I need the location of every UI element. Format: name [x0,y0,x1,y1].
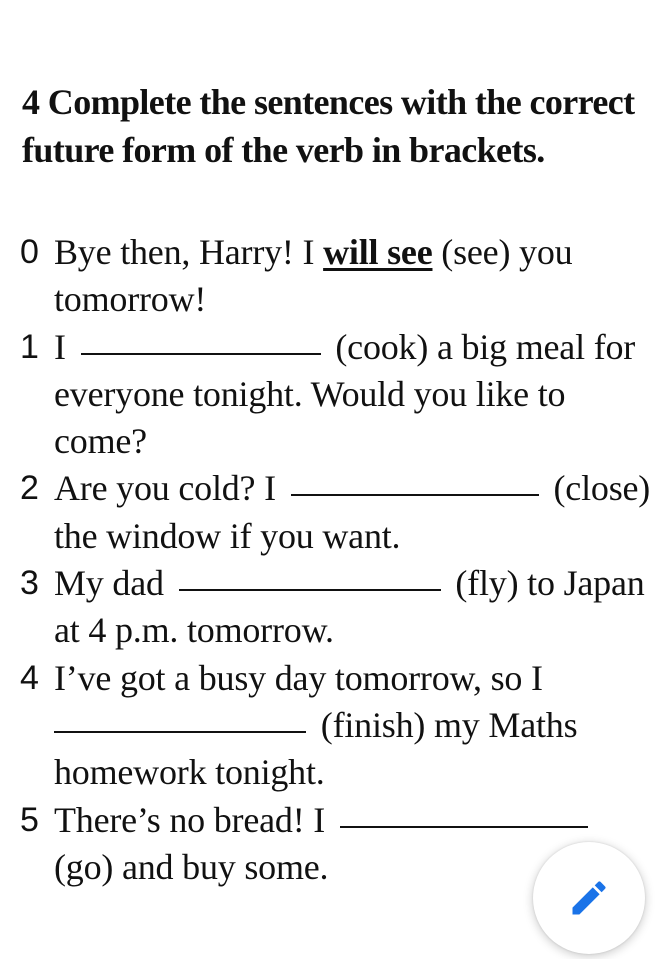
answer-blank[interactable] [54,731,306,733]
sentence-number: 5 [20,800,39,839]
sentence-text-before: My dad [54,563,173,604]
edit-button[interactable] [533,842,645,954]
example-answer: will see [323,232,433,272]
exercise-list [20,229,660,891]
sentence-number: 2 [20,469,39,508]
sentence-number: 3 [20,564,39,603]
answer-blank[interactable] [81,353,321,355]
sentence-text-before: I [54,326,75,367]
sentence-1 [20,324,660,466]
sentence-text-after: (go) and buy some. [54,846,329,887]
sentence-number: 1 [20,327,39,366]
sentence-text-before: Are you cold? I [54,468,285,509]
sentence-text-after: (cook) a big meal for everyone tonight. Would you like to come? [54,326,636,462]
pencil-icon [567,876,611,920]
answer-blank[interactable] [179,589,441,591]
sentence-text-after: (fly) to Japan at 4 p.m. tomorrow. [54,563,645,651]
sentence-text-after: (close) the window if you want. [54,468,651,556]
sentence-text-after: (see) you tomorrow! [54,232,573,320]
exercise-heading: 4 Complete the sentences with the correct future form of the verb in brackets. [22,82,635,170]
sentence-text-after: (finish) my Maths homework tonight. [54,704,578,793]
sentence-3 [20,560,660,655]
answer-blank[interactable] [340,826,588,828]
answer-blank[interactable] [291,494,539,496]
sentence-text-before: Bye then, Harry! I [54,232,324,272]
sentence-text-before: I’ve got a busy day tomorrow, so I [54,657,543,698]
sentence-number: 4 [20,658,39,697]
sentence-4 [20,655,660,797]
sentence-0 [20,229,660,324]
sentence-number: 0 [20,233,39,271]
sentence-text-before: There’s no bread! I [54,799,334,840]
sentence-2 [20,465,660,560]
